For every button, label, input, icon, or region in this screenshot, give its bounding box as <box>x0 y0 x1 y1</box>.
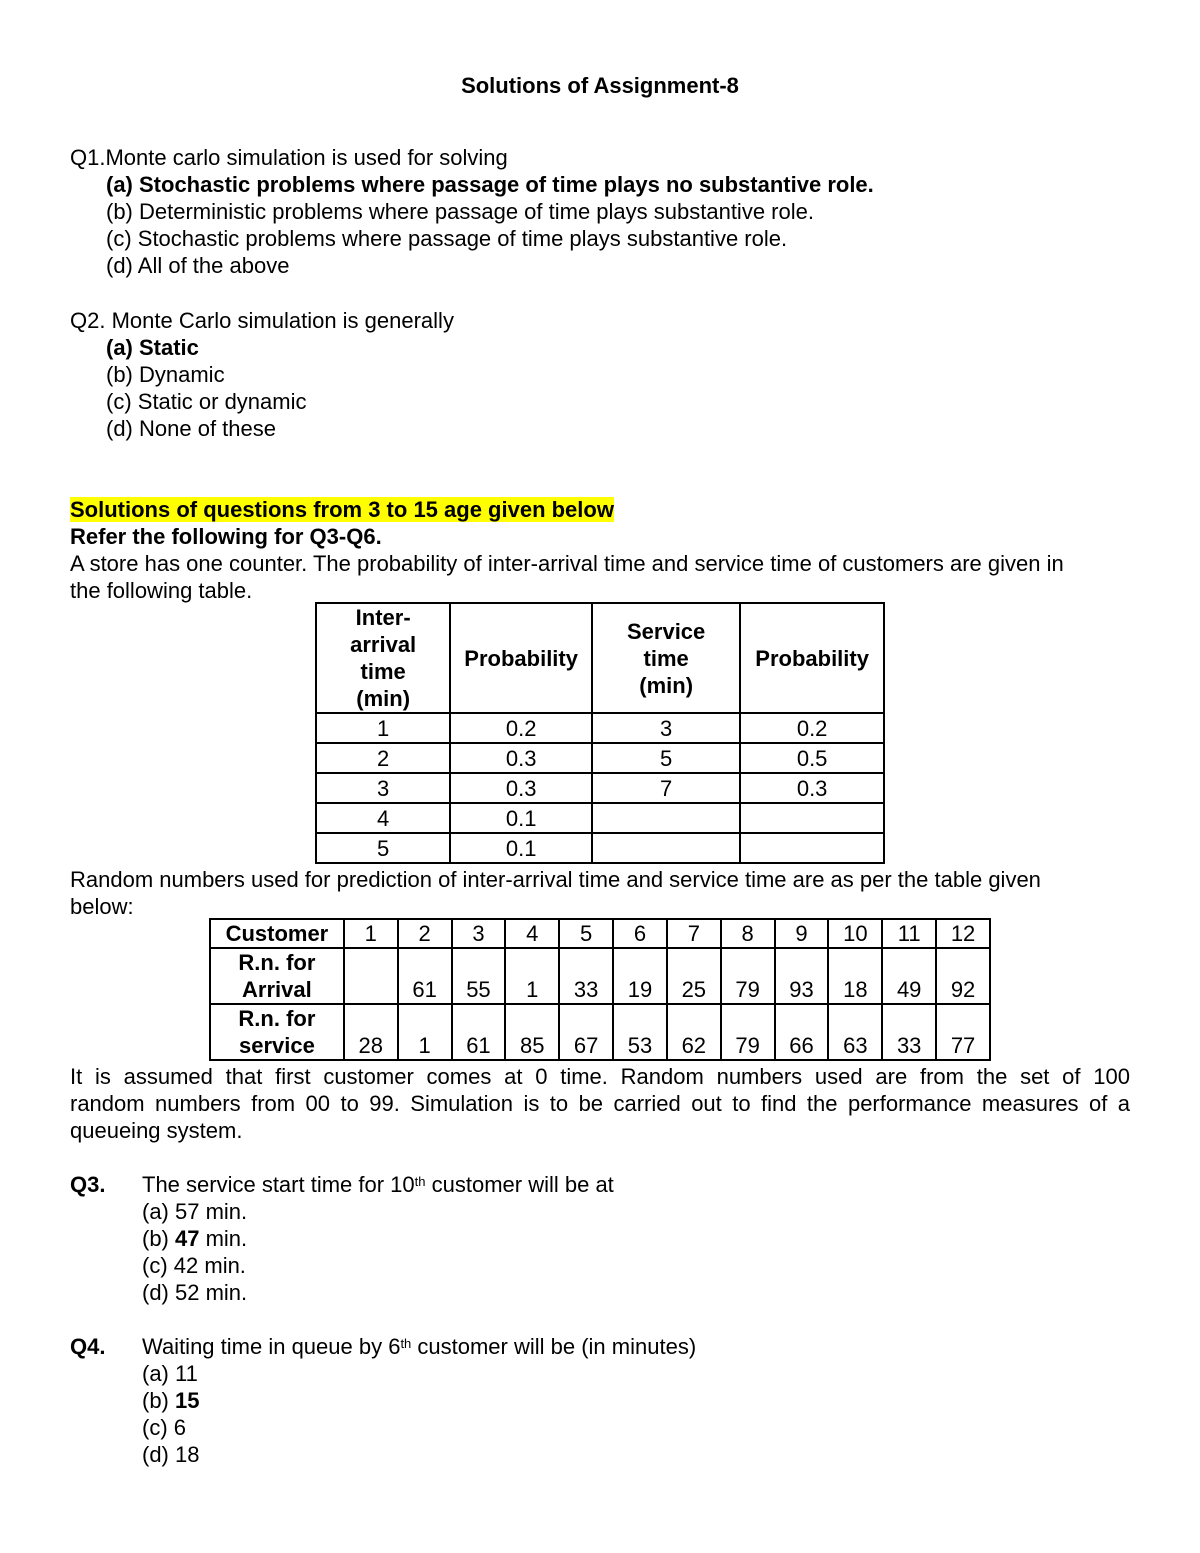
customer-number-cell: 10 <box>828 919 882 948</box>
q2-option-b: (b) Dynamic <box>106 362 225 387</box>
header-probability-1: Probability <box>450 603 592 713</box>
customer-row <box>210 919 990 948</box>
q1-question: Q1.Monte carlo simulation is used for solving <box>70 145 508 170</box>
section-heading: Solutions of questions from 3 to 15 age given below <box>70 497 614 522</box>
customer-number-cell: 12 <box>936 919 990 948</box>
service-rn-cell: 1 <box>398 1004 452 1060</box>
cell: 7 <box>592 773 740 803</box>
arrival-label: R.n. for Arrival <box>210 948 344 1004</box>
customer-number-cell: 6 <box>613 919 667 948</box>
header-service-time: Service time (min) <box>592 603 740 713</box>
customer-number-cell: 2 <box>398 919 452 948</box>
cell <box>740 803 884 833</box>
q1-option-d: (d) All of the above <box>106 253 290 278</box>
table-row <box>316 713 884 743</box>
customer-number-cell: 9 <box>775 919 829 948</box>
probability-table <box>315 602 885 864</box>
header-inter-arrival-time: Inter- arrival time (min) <box>316 603 450 713</box>
customer-number-cell: 4 <box>505 919 559 948</box>
q2-option-a: (a) Static <box>106 335 199 360</box>
assumption-line-3: queueing system. <box>70 1118 243 1143</box>
arrival-rn-cell: 61 <box>398 948 452 1004</box>
cell: 5 <box>592 743 740 773</box>
random-numbers-table <box>209 918 991 1061</box>
q3-option-b: (b) 47 min. <box>142 1226 248 1251</box>
service-rn-cell: 77 <box>936 1004 990 1060</box>
cell <box>592 803 740 833</box>
assumption-line-2: random numbers from 00 to 99. Simulation is to be carried out to find the performance measures of a <box>70 1091 1130 1116</box>
service-rn-cell: 79 <box>721 1004 775 1060</box>
arrival-rn-cell: 25 <box>667 948 721 1004</box>
arrival-rn-cell: 93 <box>775 948 829 1004</box>
assumption-line-1: It is assumed that first customer comes at 0 time. Random numbers used are from the set of 100 <box>70 1064 1130 1089</box>
header-probability-2: Probability <box>740 603 884 713</box>
page-title: Solutions of Assignment-8 <box>461 73 739 98</box>
cell: 0.2 <box>450 713 592 743</box>
arrival-rn-cell: 33 <box>559 948 613 1004</box>
q4-option-c: (c) 6 <box>142 1415 187 1440</box>
refer-line: Refer the following for Q3-Q6. <box>70 524 382 549</box>
service-rn-cell: 33 <box>882 1004 936 1060</box>
arrival-rn-cell: 79 <box>721 948 775 1004</box>
cell: 1 <box>316 713 450 743</box>
arrival-row <box>210 948 990 1004</box>
service-rn-cell: 62 <box>667 1004 721 1060</box>
customer-label: Customer <box>210 919 344 948</box>
cell <box>592 833 740 863</box>
customer-number-cell: 8 <box>721 919 775 948</box>
cell <box>740 833 884 863</box>
q4-label: Q4. <box>70 1334 106 1359</box>
random-intro-line-1: Random numbers used for prediction of inter-arrival time and service time are as per the table given <box>70 867 1041 892</box>
intro-line-1: A store has one counter. The probability of inter-arrival time and service time of customers are given in <box>70 551 1064 576</box>
customer-number-cell: 5 <box>559 919 613 948</box>
service-rn-cell: 61 <box>452 1004 506 1060</box>
q4-option-b: (b) 15 <box>142 1388 200 1413</box>
cell: 0.3 <box>450 743 592 773</box>
customer-number-cell: 3 <box>452 919 506 948</box>
cell: 0.2 <box>740 713 884 743</box>
cell: 3 <box>592 713 740 743</box>
table-row <box>316 803 884 833</box>
cell: 5 <box>316 833 450 863</box>
service-rn-cell: 63 <box>828 1004 882 1060</box>
cell: 0.5 <box>740 743 884 773</box>
arrival-rn-cell: 1 <box>505 948 559 1004</box>
service-rn-cell: 85 <box>505 1004 559 1060</box>
q4-question: Waiting time in queue by 6th customer will be (in minutes) <box>142 1334 697 1359</box>
cell: 2 <box>316 743 450 773</box>
service-rn-cell: 53 <box>613 1004 667 1060</box>
q1-option-a: (a) Stochastic problems where passage of time plays no substantive role. <box>106 172 874 197</box>
q3-option-a: (a) 57 min. <box>142 1199 248 1224</box>
q4-option-d: (d) 18 <box>142 1442 200 1467</box>
arrival-rn-cell: 49 <box>882 948 936 1004</box>
table-row <box>316 833 884 863</box>
table-row <box>316 743 884 773</box>
arrival-rn-cell: 55 <box>452 948 506 1004</box>
customer-number-cell: 11 <box>882 919 936 948</box>
q3-label: Q3. <box>70 1172 106 1197</box>
arrival-rn-cell <box>344 948 398 1004</box>
q2-option-c: (c) Static or dynamic <box>106 389 307 414</box>
customer-number-cell: 1 <box>344 919 398 948</box>
arrival-rn-cell: 18 <box>828 948 882 1004</box>
table-row <box>316 773 884 803</box>
q2-question: Q2. Monte Carlo simulation is generally <box>70 308 454 333</box>
cell: 0.1 <box>450 833 592 863</box>
cell: 3 <box>316 773 450 803</box>
cell: 0.3 <box>450 773 592 803</box>
q1-option-b: (b) Deterministic problems where passage of time plays substantive role. <box>106 199 814 224</box>
service-rn-cell: 28 <box>344 1004 398 1060</box>
q3-option-d: (d) 52 min. <box>142 1280 248 1305</box>
cell: 0.1 <box>450 803 592 833</box>
q3-question: The service start time for 10th customer will be at <box>142 1172 614 1197</box>
intro-line-2: the following table. <box>70 578 253 603</box>
q1-option-c: (c) Stochastic problems where passage of time plays substantive role. <box>106 226 788 251</box>
q2-option-d: (d) None of these <box>106 416 276 441</box>
arrival-rn-cell: 92 <box>936 948 990 1004</box>
service-rn-cell: 66 <box>775 1004 829 1060</box>
q3-option-c: (c) 42 min. <box>142 1253 246 1278</box>
arrival-rn-cell: 19 <box>613 948 667 1004</box>
cell: 4 <box>316 803 450 833</box>
customer-number-cell: 7 <box>667 919 721 948</box>
cell: 0.3 <box>740 773 884 803</box>
service-row <box>210 1004 990 1060</box>
random-intro-line-2: below: <box>70 894 134 919</box>
service-label: R.n. for service <box>210 1004 344 1060</box>
service-rn-cell: 67 <box>559 1004 613 1060</box>
q4-option-a: (a) 11 <box>142 1361 198 1386</box>
